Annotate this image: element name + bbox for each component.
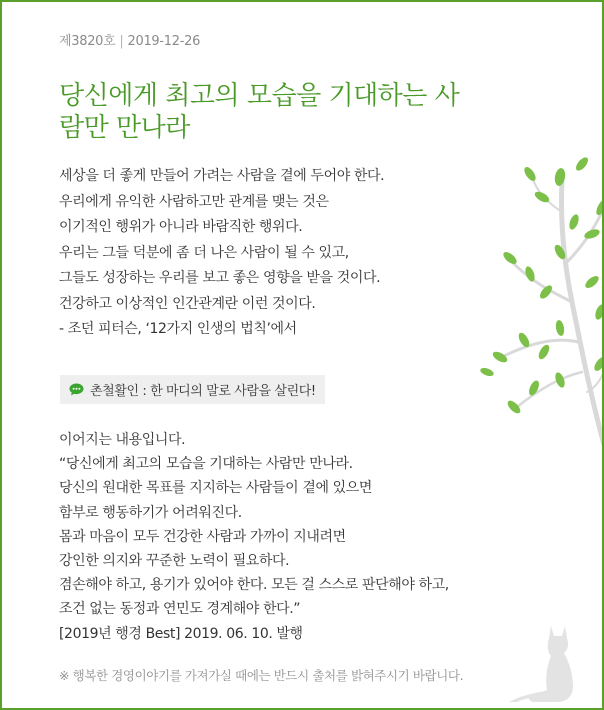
- cat-silhouette-icon: [507, 622, 577, 704]
- quote-line: 우리에게 유익한 사람하고만 관계를 맺는 것은: [59, 193, 329, 210]
- quote-line: 이기적인 행위가 아니라 바람직한 행위다.: [59, 219, 303, 235]
- issue-meta: [59, 30, 200, 49]
- issue-number: 제3820호: [59, 34, 116, 49]
- body-line: 당신의 원대한 목표를 지지하는 사람들이 곁에 있으면: [59, 480, 373, 497]
- body-line: 강인한 의지와 꾸준한 노력이 필요하다.: [59, 553, 290, 570]
- chonchul-hwalin-badge: [60, 375, 325, 404]
- copyright-notice: ※ 행복한 경영이야기를 가져가실 때에는 반드시 출처를 밝혀주시기 바랍니다.: [59, 668, 464, 683]
- issue-date: 2019-12-26: [127, 34, 201, 49]
- body-line: 겸손해야 하고, 용기가 있어야 한다. 모든 걸 스스로 판단해야 하고,: [59, 577, 449, 594]
- quote-line: 건강하고 이상적인 인간관계란 이런 것이다.: [59, 295, 316, 312]
- quote-line: 우리는 그들 덕분에 좀 더 나은 사람이 될 수 있고,: [59, 244, 349, 261]
- quote-block: [59, 164, 384, 343]
- body-line: 함부로 행동하기가 어려워진다.: [59, 504, 242, 521]
- body-line: 몸과 마음이 모두 건강한 사람과 가까이 지내려면: [59, 528, 346, 545]
- title-line: 람만 만나라: [59, 113, 190, 143]
- body-text: [59, 428, 449, 646]
- quote-source: - 조던 피터슨, ‘12가지 인생의 법칙’에서: [59, 321, 297, 337]
- speech-bubble-icon: [69, 383, 84, 396]
- body-line: 이어지는 내용입니다.: [59, 432, 186, 448]
- body-line: “당신에게 최고의 모습을 기대하는 사람만 만나라.: [59, 456, 353, 473]
- tree-illustration: [442, 152, 604, 452]
- body-line: 조건 없는 동정과 연민도 경계해야 한다.”: [59, 601, 301, 618]
- quote-line: 세상을 더 좋게 만들어 가려는 사람을 곁에 두어야 한다.: [59, 168, 385, 184]
- page-title: [59, 80, 519, 144]
- title-line: 당신에게 최고의 모습을 기대하는 사: [59, 81, 460, 111]
- meta-separator: |: [119, 34, 124, 49]
- badge-label: 촌철활인 : 한 마디의 말로 사람을 살린다!: [90, 384, 316, 399]
- publication-note: [2019년 행경 Best] 2019. 06. 10. 발행: [59, 625, 303, 642]
- quote-line: 그들도 성장하는 우리를 보고 좋은 영향을 받을 것이다.: [59, 270, 381, 286]
